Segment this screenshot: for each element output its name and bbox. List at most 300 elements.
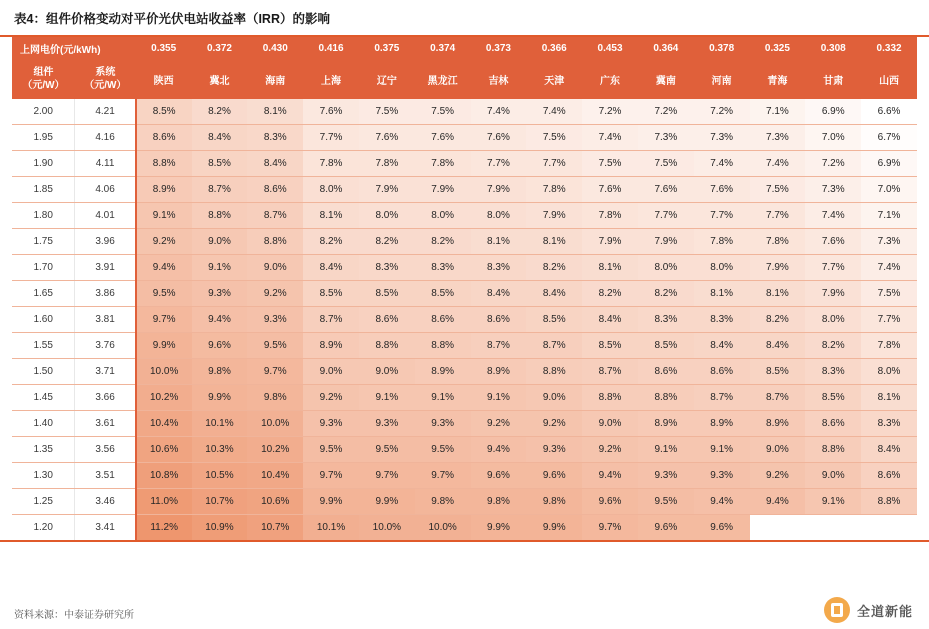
irr-cell: 7.7% — [303, 125, 359, 151]
region-header-3: 上海 — [303, 59, 359, 99]
irr-sensitivity-table — [12, 37, 917, 540]
irr-cell — [805, 515, 861, 541]
irr-cell: 7.7% — [638, 203, 694, 229]
irr-cell: 8.4% — [192, 125, 248, 151]
irr-cell: 9.8% — [415, 489, 471, 515]
irr-cell: 9.6% — [694, 515, 750, 541]
irr-cell: 7.5% — [750, 177, 806, 203]
irr-cell: 8.4% — [247, 151, 303, 177]
irr-cell: 7.2% — [582, 99, 638, 125]
irr-cell: 7.5% — [582, 151, 638, 177]
irr-cell: 8.7% — [582, 359, 638, 385]
region-header-8: 广东 — [582, 59, 638, 99]
irr-cell: 9.4% — [694, 489, 750, 515]
irr-cell: 7.9% — [750, 255, 806, 281]
price-header-13: 0.332 — [861, 37, 917, 59]
irr-cell: 8.4% — [526, 281, 582, 307]
irr-cell: 9.4% — [750, 489, 806, 515]
irr-cell: 8.6% — [471, 307, 527, 333]
irr-cell: 10.8% — [136, 463, 192, 489]
irr-cell: 7.8% — [750, 229, 806, 255]
irr-cell: 7.5% — [526, 125, 582, 151]
irr-cell: 7.4% — [694, 151, 750, 177]
irr-cell: 6.7% — [861, 125, 917, 151]
price-header-4: 0.375 — [359, 37, 415, 59]
irr-cell: 8.7% — [694, 385, 750, 411]
irr-cell: 10.0% — [415, 515, 471, 541]
irr-cell: 7.3% — [805, 177, 861, 203]
header-row-regions — [12, 59, 917, 99]
price-header-6: 0.373 — [471, 37, 527, 59]
irr-cell: 8.9% — [136, 177, 192, 203]
irr-cell: 9.0% — [582, 411, 638, 437]
irr-cell: 7.3% — [750, 125, 806, 151]
irr-cell: 10.6% — [247, 489, 303, 515]
table-row — [12, 255, 917, 281]
table-row — [12, 359, 917, 385]
irr-cell: 8.9% — [694, 411, 750, 437]
irr-cell: 8.7% — [303, 307, 359, 333]
irr-cell: 6.9% — [805, 99, 861, 125]
module-price-cell: 1.35 — [12, 437, 75, 463]
system-price-cell: 3.91 — [75, 255, 136, 281]
irr-cell: 9.1% — [805, 489, 861, 515]
irr-cell: 9.1% — [638, 437, 694, 463]
irr-cell: 8.7% — [247, 203, 303, 229]
irr-cell: 8.7% — [750, 385, 806, 411]
irr-cell: 8.3% — [247, 125, 303, 151]
irr-cell: 9.3% — [526, 437, 582, 463]
irr-cell: 9.9% — [471, 515, 527, 541]
irr-cell — [750, 515, 806, 541]
irr-cell: 7.0% — [805, 125, 861, 151]
module-price-cell: 1.95 — [12, 125, 75, 151]
irr-cell: 9.4% — [136, 255, 192, 281]
irr-cell: 7.6% — [582, 177, 638, 203]
irr-cell: 8.9% — [471, 359, 527, 385]
region-header-0: 陕西 — [136, 59, 192, 99]
irr-cell: 9.2% — [750, 463, 806, 489]
irr-cell: 9.6% — [471, 463, 527, 489]
irr-cell: 9.0% — [750, 437, 806, 463]
module-price-cell: 1.80 — [12, 203, 75, 229]
irr-cell: 8.2% — [415, 229, 471, 255]
irr-cell: 7.6% — [415, 125, 471, 151]
irr-cell: 8.5% — [805, 385, 861, 411]
irr-cell: 9.7% — [247, 359, 303, 385]
irr-cell: 7.3% — [694, 125, 750, 151]
irr-cell: 9.7% — [136, 307, 192, 333]
irr-cell: 8.4% — [582, 307, 638, 333]
region-header-11: 青海 — [750, 59, 806, 99]
irr-cell: 8.8% — [136, 151, 192, 177]
irr-cell: 7.4% — [750, 151, 806, 177]
irr-cell: 9.8% — [471, 489, 527, 515]
module-price-cell: 1.55 — [12, 333, 75, 359]
irr-cell: 8.5% — [638, 333, 694, 359]
module-label-1: 组件 — [33, 66, 54, 78]
price-header-11: 0.325 — [750, 37, 806, 59]
system-price-cell: 3.61 — [75, 411, 136, 437]
price-header-8: 0.453 — [582, 37, 638, 59]
system-price-cell: 3.81 — [75, 307, 136, 333]
irr-cell: 9.4% — [471, 437, 527, 463]
irr-cell: 10.1% — [192, 411, 248, 437]
irr-cell: 9.5% — [136, 281, 192, 307]
irr-cell: 7.2% — [638, 99, 694, 125]
price-header-12: 0.308 — [805, 37, 861, 59]
irr-cell: 8.1% — [247, 99, 303, 125]
irr-cell: 10.3% — [192, 437, 248, 463]
irr-cell: 8.0% — [303, 177, 359, 203]
irr-cell: 8.4% — [750, 333, 806, 359]
irr-cell — [861, 515, 917, 541]
irr-cell: 11.0% — [136, 489, 192, 515]
irr-cell: 9.6% — [192, 333, 248, 359]
irr-cell: 8.8% — [861, 489, 917, 515]
irr-cell: 9.8% — [526, 489, 582, 515]
irr-cell: 8.9% — [750, 411, 806, 437]
irr-cell: 8.4% — [861, 437, 917, 463]
irr-cell: 7.7% — [750, 203, 806, 229]
irr-cell: 8.1% — [694, 281, 750, 307]
irr-cell: 7.4% — [861, 255, 917, 281]
irr-cell: 9.0% — [192, 229, 248, 255]
irr-cell: 7.1% — [861, 203, 917, 229]
irr-cell: 9.0% — [303, 359, 359, 385]
irr-cell: 8.2% — [359, 229, 415, 255]
source-note: 资料来源：中泰证券研究所 — [14, 610, 134, 621]
irr-cell: 7.5% — [861, 281, 917, 307]
irr-cell: 7.6% — [638, 177, 694, 203]
irr-cell: 8.9% — [415, 359, 471, 385]
irr-cell: 8.3% — [415, 255, 471, 281]
irr-cell: 8.9% — [638, 411, 694, 437]
irr-cell: 8.8% — [805, 437, 861, 463]
irr-cell: 7.6% — [805, 229, 861, 255]
irr-cell: 8.8% — [247, 229, 303, 255]
irr-cell: 8.3% — [805, 359, 861, 385]
system-price-cell: 3.56 — [75, 437, 136, 463]
irr-cell: 8.0% — [359, 203, 415, 229]
irr-cell: 9.2% — [303, 385, 359, 411]
irr-cell: 7.0% — [861, 177, 917, 203]
irr-cell: 7.8% — [415, 151, 471, 177]
irr-cell: 8.8% — [359, 333, 415, 359]
region-header-7: 天津 — [526, 59, 582, 99]
irr-cell: 8.2% — [805, 333, 861, 359]
irr-cell: 9.3% — [638, 463, 694, 489]
irr-cell: 8.3% — [694, 307, 750, 333]
region-header-12: 甘肃 — [805, 59, 861, 99]
irr-cell: 7.8% — [359, 151, 415, 177]
irr-cell: 7.7% — [861, 307, 917, 333]
irr-cell: 8.7% — [526, 333, 582, 359]
irr-cell: 8.7% — [471, 333, 527, 359]
irr-cell: 8.4% — [694, 333, 750, 359]
watermark — [824, 597, 913, 623]
table-row — [12, 385, 917, 411]
irr-cell: 9.3% — [247, 307, 303, 333]
price-header-9: 0.364 — [638, 37, 694, 59]
irr-cell: 8.3% — [471, 255, 527, 281]
irr-cell: 9.9% — [359, 489, 415, 515]
irr-cell: 9.7% — [359, 463, 415, 489]
irr-cell: 9.0% — [805, 463, 861, 489]
irr-cell: 9.2% — [136, 229, 192, 255]
irr-cell: 8.4% — [471, 281, 527, 307]
table-row — [12, 515, 917, 541]
module-price-cell: 1.90 — [12, 151, 75, 177]
region-header-2: 海南 — [247, 59, 303, 99]
irr-cell: 10.2% — [136, 385, 192, 411]
module-price-cell: 1.60 — [12, 307, 75, 333]
irr-cell: 7.5% — [638, 151, 694, 177]
module-price-cell: 1.65 — [12, 281, 75, 307]
system-price-cell: 4.21 — [75, 99, 136, 125]
irr-cell: 9.5% — [415, 437, 471, 463]
irr-cell: 8.0% — [638, 255, 694, 281]
irr-cell: 8.8% — [415, 333, 471, 359]
price-header-2: 0.430 — [247, 37, 303, 59]
system-price-cell: 3.76 — [75, 333, 136, 359]
module-price-cell: 2.00 — [12, 99, 75, 125]
price-header-5: 0.374 — [415, 37, 471, 59]
module-label-2: （元/W） — [22, 80, 65, 91]
irr-cell: 9.1% — [471, 385, 527, 411]
region-header-9: 冀南 — [638, 59, 694, 99]
irr-cell: 7.6% — [359, 125, 415, 151]
module-price-cell: 1.50 — [12, 359, 75, 385]
table-row — [12, 203, 917, 229]
system-price-cell: 3.86 — [75, 281, 136, 307]
irr-cell: 7.7% — [694, 203, 750, 229]
irr-cell: 7.8% — [694, 229, 750, 255]
region-header-13: 山西 — [861, 59, 917, 99]
irr-cell: 8.6% — [861, 463, 917, 489]
irr-cell: 10.6% — [136, 437, 192, 463]
irr-cell: 9.9% — [192, 385, 248, 411]
system-price-cell: 4.16 — [75, 125, 136, 151]
irr-cell: 7.7% — [526, 151, 582, 177]
irr-cell: 9.7% — [303, 463, 359, 489]
irr-cell: 7.9% — [638, 229, 694, 255]
irr-cell: 7.8% — [526, 177, 582, 203]
table-row — [12, 333, 917, 359]
irr-cell: 7.8% — [582, 203, 638, 229]
irr-cell: 9.1% — [415, 385, 471, 411]
table-row — [12, 437, 917, 463]
irr-cell: 7.4% — [526, 99, 582, 125]
irr-cell: 6.9% — [861, 151, 917, 177]
module-unit-header — [12, 59, 75, 99]
table-row — [12, 411, 917, 437]
system-price-cell: 3.41 — [75, 515, 136, 541]
irr-cell: 10.7% — [192, 489, 248, 515]
irr-cell: 8.1% — [471, 229, 527, 255]
irr-cell: 7.9% — [415, 177, 471, 203]
irr-cell: 7.3% — [861, 229, 917, 255]
table-row — [12, 489, 917, 515]
table-row — [12, 463, 917, 489]
irr-cell: 9.4% — [192, 307, 248, 333]
irr-cell: 9.5% — [638, 489, 694, 515]
module-price-cell: 1.30 — [12, 463, 75, 489]
irr-cell: 10.0% — [136, 359, 192, 385]
table-row — [12, 229, 917, 255]
irr-cell: 9.2% — [582, 437, 638, 463]
irr-cell: 7.8% — [861, 333, 917, 359]
irr-cell: 9.3% — [192, 281, 248, 307]
irr-cell: 7.7% — [805, 255, 861, 281]
irr-cell: 10.5% — [192, 463, 248, 489]
irr-cell: 10.0% — [247, 411, 303, 437]
irr-cell: 8.1% — [526, 229, 582, 255]
irr-cell: 8.7% — [192, 177, 248, 203]
irr-cell: 8.5% — [192, 151, 248, 177]
irr-cell: 8.3% — [359, 255, 415, 281]
table-header — [12, 37, 917, 99]
table-row — [12, 307, 917, 333]
irr-cell: 8.3% — [638, 307, 694, 333]
irr-cell: 7.8% — [303, 151, 359, 177]
irr-cell: 9.1% — [359, 385, 415, 411]
irr-cell: 9.6% — [582, 489, 638, 515]
irr-cell: 8.0% — [694, 255, 750, 281]
irr-cell: 7.6% — [303, 99, 359, 125]
module-price-cell: 1.20 — [12, 515, 75, 541]
region-header-4: 辽宁 — [359, 59, 415, 99]
table-row — [12, 151, 917, 177]
irr-cell: 8.5% — [750, 359, 806, 385]
system-label-2: （元/W） — [84, 80, 127, 91]
irr-cell: 8.5% — [303, 281, 359, 307]
irr-cell: 7.6% — [694, 177, 750, 203]
irr-cell: 8.1% — [582, 255, 638, 281]
irr-cell: 7.5% — [359, 99, 415, 125]
system-price-cell: 4.06 — [75, 177, 136, 203]
irr-cell: 9.8% — [247, 385, 303, 411]
table-row — [12, 99, 917, 125]
irr-cell: 8.6% — [694, 359, 750, 385]
irr-cell: 10.4% — [136, 411, 192, 437]
irr-cell: 8.9% — [303, 333, 359, 359]
irr-cell: 8.1% — [750, 281, 806, 307]
irr-cell: 10.9% — [192, 515, 248, 541]
irr-cell: 7.7% — [471, 151, 527, 177]
irr-cell: 7.2% — [805, 151, 861, 177]
table-body — [12, 99, 917, 540]
irr-cell: 7.4% — [582, 125, 638, 151]
system-price-cell: 4.11 — [75, 151, 136, 177]
irr-cell: 9.6% — [638, 515, 694, 541]
irr-cell: 8.1% — [303, 203, 359, 229]
module-price-cell: 1.85 — [12, 177, 75, 203]
irr-cell: 8.0% — [471, 203, 527, 229]
irr-cell: 9.2% — [471, 411, 527, 437]
irr-cell: 9.3% — [303, 411, 359, 437]
table-container — [0, 37, 929, 542]
irr-cell: 9.5% — [359, 437, 415, 463]
irr-cell: 7.9% — [526, 203, 582, 229]
module-price-cell: 1.70 — [12, 255, 75, 281]
module-price-cell: 1.25 — [12, 489, 75, 515]
system-price-cell: 3.96 — [75, 229, 136, 255]
price-header-7: 0.366 — [526, 37, 582, 59]
price-header-3: 0.416 — [303, 37, 359, 59]
irr-cell: 8.2% — [750, 307, 806, 333]
irr-cell: 9.4% — [582, 463, 638, 489]
module-price-cell: 1.45 — [12, 385, 75, 411]
irr-cell: 8.5% — [582, 333, 638, 359]
irr-cell: 8.5% — [136, 99, 192, 125]
irr-cell: 8.6% — [805, 411, 861, 437]
irr-cell: 8.0% — [805, 307, 861, 333]
irr-cell: 8.6% — [136, 125, 192, 151]
irr-cell: 10.2% — [247, 437, 303, 463]
irr-cell: 9.3% — [415, 411, 471, 437]
irr-cell: 8.0% — [415, 203, 471, 229]
irr-cell: 8.6% — [415, 307, 471, 333]
table-row — [12, 281, 917, 307]
irr-cell: 9.0% — [359, 359, 415, 385]
region-header-1: 冀北 — [192, 59, 248, 99]
region-header-6: 吉林 — [471, 59, 527, 99]
module-price-cell: 1.75 — [12, 229, 75, 255]
irr-cell: 8.5% — [359, 281, 415, 307]
region-header-5: 黑龙江 — [415, 59, 471, 99]
irr-cell: 8.2% — [582, 281, 638, 307]
irr-cell: 8.2% — [192, 99, 248, 125]
irr-cell: 9.1% — [136, 203, 192, 229]
system-label-1: 系统 — [95, 66, 116, 78]
irr-cell: 7.5% — [415, 99, 471, 125]
irr-cell: 9.8% — [192, 359, 248, 385]
irr-cell: 8.4% — [303, 255, 359, 281]
irr-cell: 10.1% — [303, 515, 359, 541]
region-header-10: 河南 — [694, 59, 750, 99]
irr-cell: 8.6% — [247, 177, 303, 203]
price-header-10: 0.378 — [694, 37, 750, 59]
table-row — [12, 177, 917, 203]
irr-cell: 9.7% — [415, 463, 471, 489]
system-price-cell: 3.46 — [75, 489, 136, 515]
irr-cell: 9.0% — [247, 255, 303, 281]
irr-cell: 9.7% — [582, 515, 638, 541]
header-row-prices — [12, 37, 917, 59]
irr-cell: 8.5% — [415, 281, 471, 307]
irr-cell: 8.0% — [861, 359, 917, 385]
system-price-cell: 3.71 — [75, 359, 136, 385]
page-title: 表4：组件价格变动对平价光伏电站收益率（IRR）的影响 — [0, 0, 929, 37]
irr-cell: 8.8% — [192, 203, 248, 229]
book-logo-icon — [824, 597, 850, 623]
irr-cell: 7.3% — [638, 125, 694, 151]
irr-cell: 11.2% — [136, 515, 192, 541]
irr-cell: 9.1% — [694, 437, 750, 463]
irr-cell: 7.6% — [471, 125, 527, 151]
irr-cell: 7.2% — [694, 99, 750, 125]
irr-cell: 9.2% — [526, 411, 582, 437]
price-header-0: 0.355 — [136, 37, 192, 59]
system-unit-header — [75, 59, 136, 99]
price-label: 上网电价(元/kWh) — [12, 37, 136, 59]
irr-cell: 7.9% — [359, 177, 415, 203]
irr-cell: 8.8% — [582, 385, 638, 411]
irr-cell: 8.1% — [861, 385, 917, 411]
irr-cell: 9.9% — [136, 333, 192, 359]
irr-cell: 8.2% — [638, 281, 694, 307]
